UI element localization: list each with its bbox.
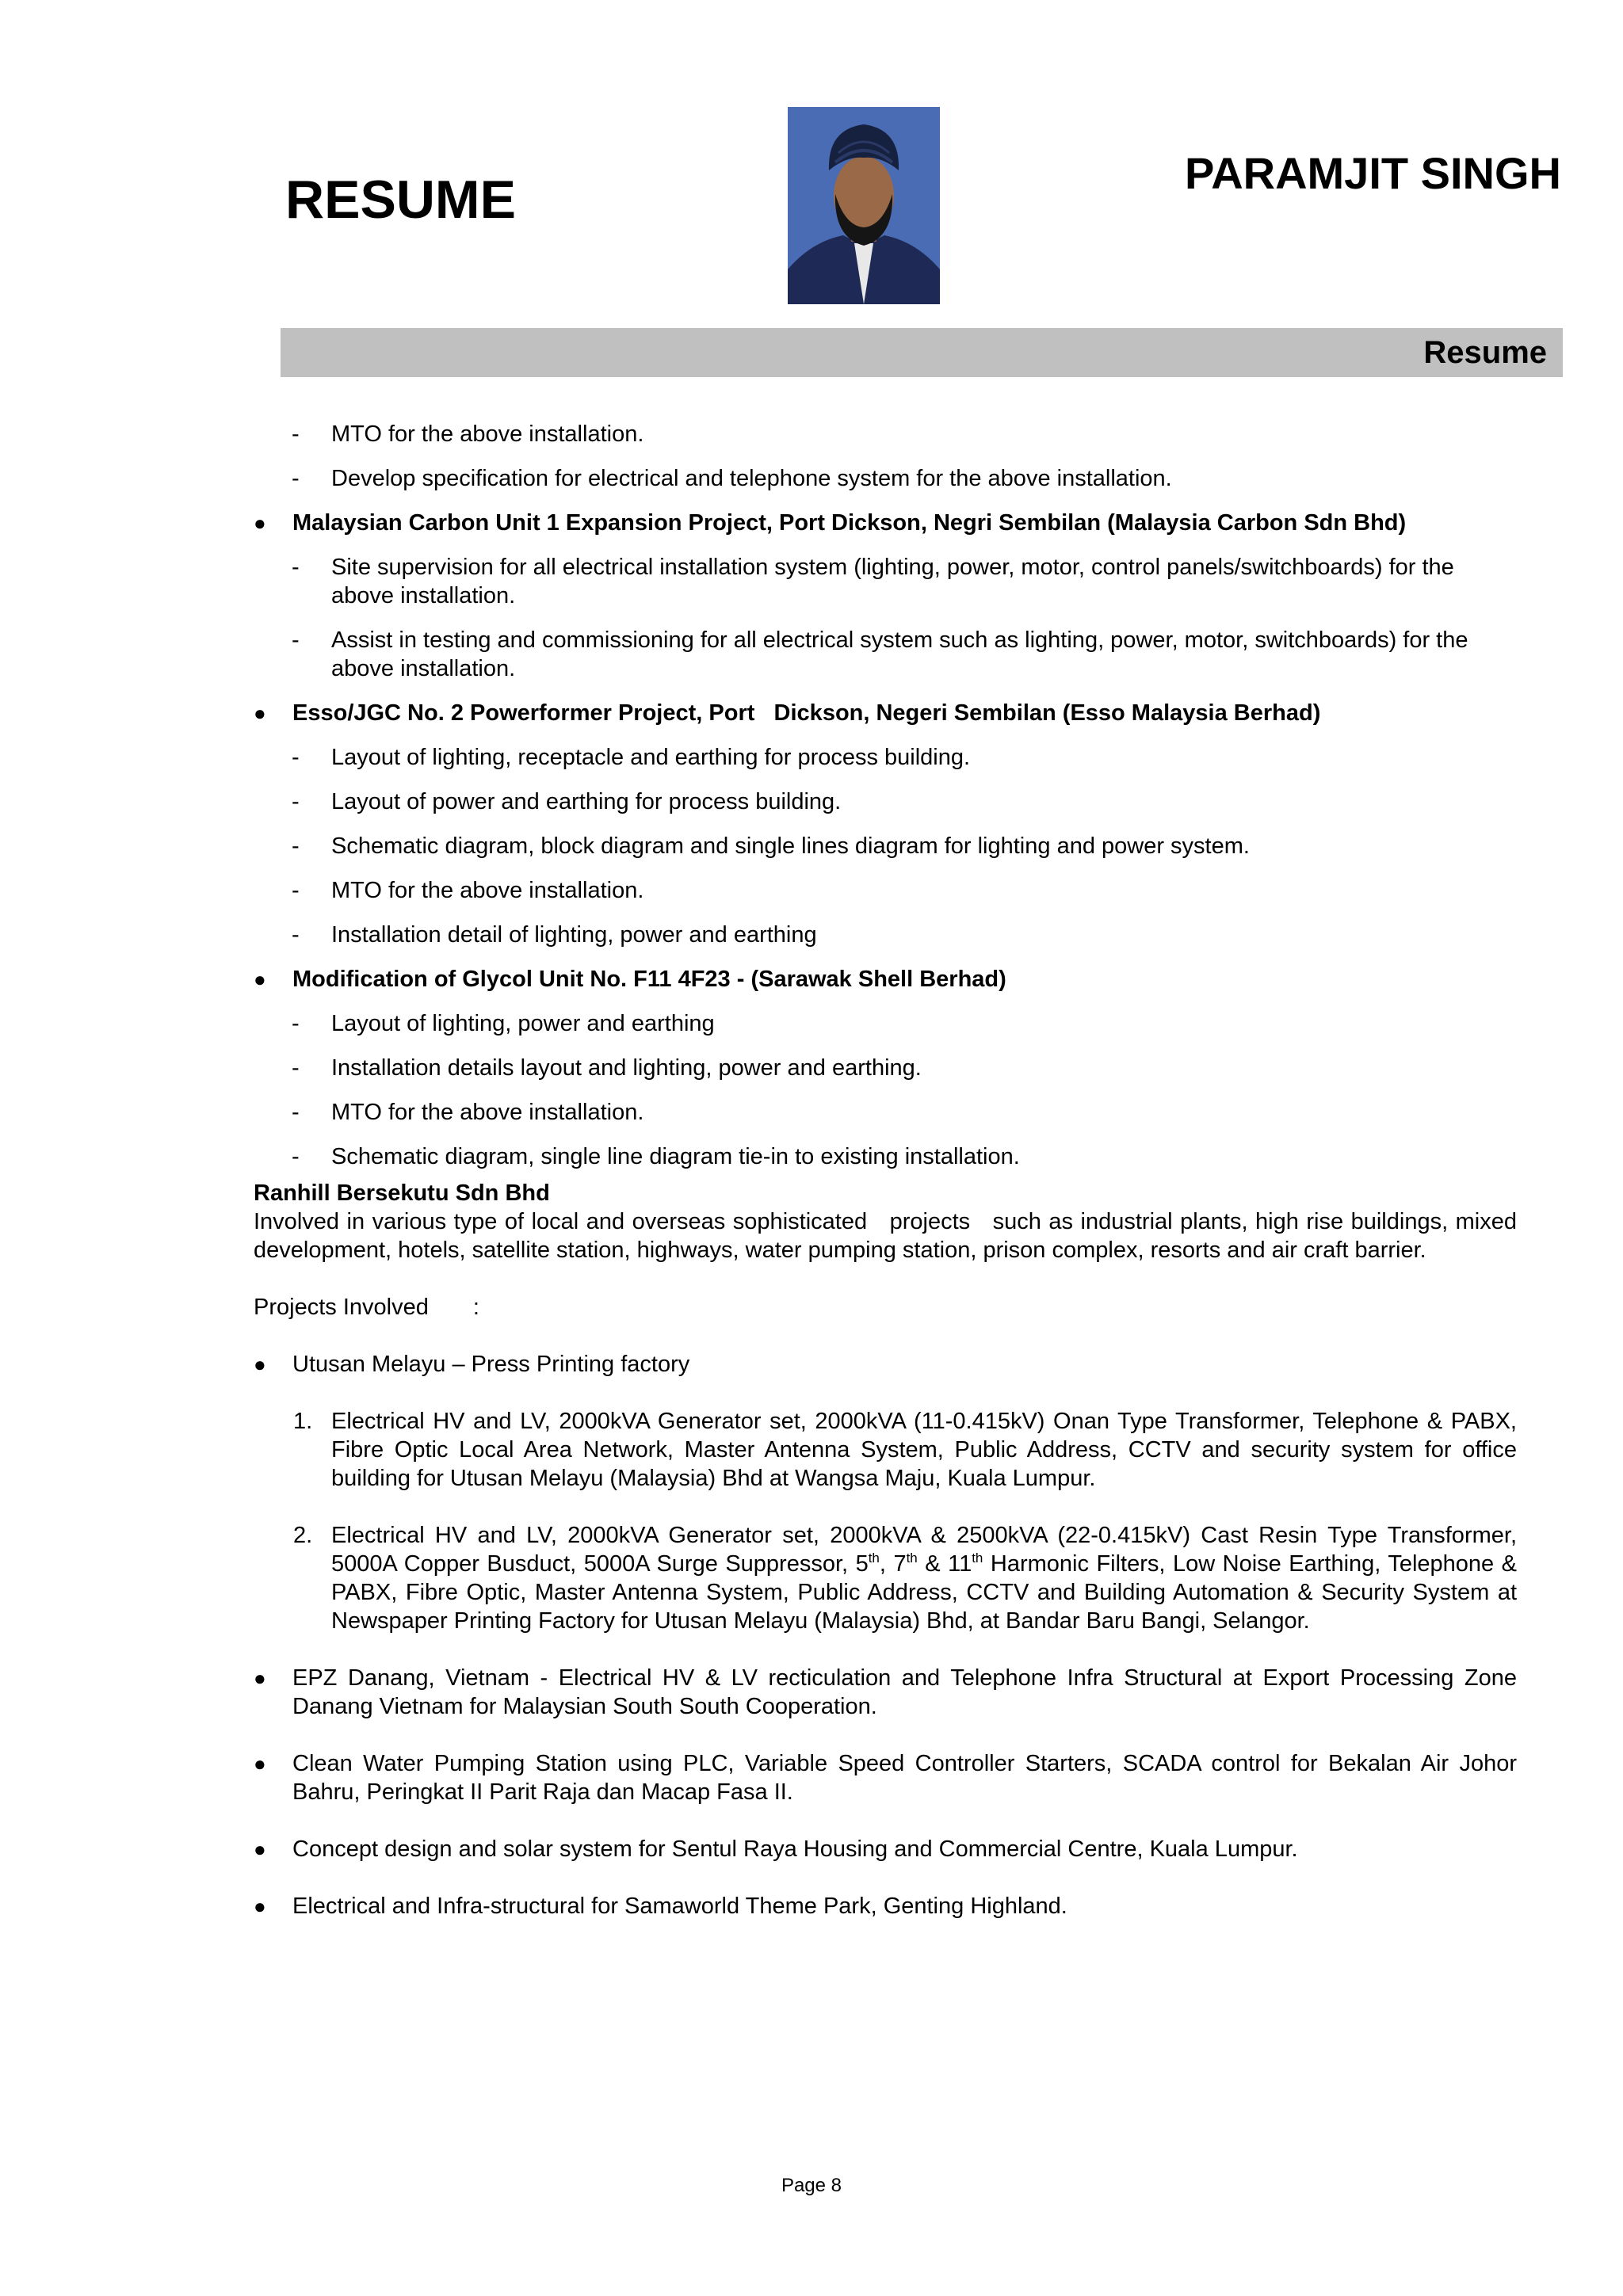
dash-marker: - xyxy=(292,1055,300,1081)
project-text: EPZ Danang, Vietnam - Electrical HV & LV recticulation and Telephone Infra Structural at Export Processing Zone Danang Vietnam for Malaysian South South Cooperation. xyxy=(292,1665,1517,1719)
item-text: Site supervision for all electrical installation system (lighting, power, motor, control panels/switchboards) for the above installation. xyxy=(331,555,1454,608)
dash-marker: - xyxy=(292,627,300,653)
dash-marker: - xyxy=(292,789,300,814)
list-item xyxy=(254,464,1517,493)
item-text-part: & 11 xyxy=(917,1551,972,1577)
item-text: MTO for the above installation. xyxy=(331,1100,644,1125)
resume-content xyxy=(254,420,1524,1949)
dash-marker: - xyxy=(292,1100,300,1125)
number-marker: 1. xyxy=(293,1409,313,1434)
bullet-marker: ● xyxy=(254,1894,266,1918)
number-marker: 2. xyxy=(293,1523,313,1548)
item-text: Installation detail of lighting, power and earthing xyxy=(331,922,817,948)
list-item xyxy=(254,1009,1517,1038)
superscript: th xyxy=(972,1550,983,1566)
list-item xyxy=(254,788,1517,816)
project-heading xyxy=(254,509,1517,537)
dash-marker: - xyxy=(292,421,300,447)
list-item xyxy=(254,743,1517,772)
dash-marker: - xyxy=(292,878,300,903)
company-description: Involved in various type of local and overseas sophisticated projects such as industrial plants, high rise buildings, mixed development, hotels, satellite station, highways, water pumping station, prison complex, resorts and air craft barrier. xyxy=(254,1209,1524,1263)
item-text: MTO for the above installation. xyxy=(331,878,644,903)
profile-photo xyxy=(788,107,940,304)
item-text-part: Electrical HV and LV, 2000kVA Generator set, 2000kVA & 2500kVA (22-0.415kV) Cast Resin Type Transformer, 5000A Copper Busduct, 5000A Surge Suppressor, 5 xyxy=(331,1523,1517,1577)
projects-label-text: Projects Involved xyxy=(254,1295,429,1320)
item-text: Layout of power and earthing for process building. xyxy=(331,789,842,814)
item-text: Develop specification for electrical and telephone system for the above installation. xyxy=(331,466,1172,491)
list-item xyxy=(254,1098,1517,1127)
candidate-name: PARAMJIT SINGH xyxy=(1185,148,1561,198)
item-text: MTO for the above installation. xyxy=(331,421,644,447)
list-item xyxy=(254,1142,1517,1171)
project-item xyxy=(254,1664,1517,1721)
dash-marker: - xyxy=(292,833,300,859)
bullet-marker: ● xyxy=(254,511,266,535)
dash-marker: - xyxy=(292,1144,300,1169)
list-item xyxy=(254,1054,1517,1082)
dash-marker: - xyxy=(292,745,300,770)
item-text: Layout of lighting, receptacle and earthing for process building. xyxy=(331,745,971,770)
bullet-marker: ● xyxy=(254,701,266,725)
item-text: Electrical HV and LV, 2000kVA Generator set, 2000kVA (11-0.415kV) Onan Type Transformer, Telephone & PABX, Fibre Optic Local Area Network, Master Antenna System, Public Address, CCTV and security system for office building for Utusan Melayu (Malaysia) Bhd at Wangsa Maju, Kuala Lumpur. xyxy=(331,1409,1517,1491)
item-text: Assist in testing and commissioning for all electrical system such as lighting, power, motor, switchboards) for the above installation. xyxy=(331,627,1468,681)
dash-marker: - xyxy=(292,1011,300,1036)
list-item xyxy=(254,876,1517,905)
item-text-part: , 7 xyxy=(879,1551,907,1577)
list-item xyxy=(254,626,1517,683)
projects-label-colon: : xyxy=(472,1295,479,1320)
list-item xyxy=(254,832,1517,860)
project-heading xyxy=(254,699,1517,727)
section-banner xyxy=(281,328,1563,377)
dash-marker: - xyxy=(292,922,300,948)
item-text-part: Harmonic Filters, Low Noise Earthing, Telephone & PABX, Fibre Optic, Master Antenna System, Public Address, CCTV and Building Automation & Security System at Newspaper Printing Factory for Utusan Melayu (Malaysia) Bhd, at Bandar Baru Bangi, Selangor. xyxy=(331,1551,1517,1634)
list-item xyxy=(254,921,1517,949)
list-item xyxy=(254,420,1517,448)
dash-marker: - xyxy=(292,466,300,491)
page-number: Page 8 xyxy=(781,2175,842,2196)
project-item xyxy=(254,1892,1517,1920)
projects-involved-label xyxy=(254,1293,1517,1322)
numbered-item xyxy=(254,1407,1517,1493)
project-item xyxy=(254,1749,1517,1806)
bullet-marker: ● xyxy=(254,1837,266,1861)
project-text: Clean Water Pumping Station using PLC, Variable Speed Controller Starters, SCADA control for Bekalan Air Johor Bahru, Peringkat II Parit Raja dan Macap Fasa II. xyxy=(292,1751,1517,1805)
project-heading xyxy=(254,965,1517,994)
bullet-marker: ● xyxy=(254,1352,266,1376)
bullet-marker: ● xyxy=(254,1752,266,1775)
superscript: th xyxy=(906,1550,918,1566)
bullet-marker: ● xyxy=(254,1666,266,1690)
resume-title: RESUME xyxy=(285,170,516,230)
item-text: Schematic diagram, block diagram and single lines diagram for lighting and power system. xyxy=(331,833,1250,859)
project-text: Electrical and Infra-structural for Samaworld Theme Park, Genting Highland. xyxy=(292,1894,1067,1919)
banner-label: Resume xyxy=(1423,335,1547,370)
project-title: Modification of Glycol Unit No. F11 4F23 - (Sarawak Shell Berhad) xyxy=(292,967,1006,992)
project-text: Utusan Melayu – Press Printing factory xyxy=(292,1352,690,1377)
item-text xyxy=(331,1523,1517,1634)
list-item xyxy=(254,553,1517,610)
dash-marker: - xyxy=(292,555,300,580)
superscript: th xyxy=(868,1550,880,1566)
project-item xyxy=(254,1350,1517,1379)
project-text: Concept design and solar system for Sentul Raya Housing and Commercial Centre, Kuala Lumpur. xyxy=(292,1836,1298,1862)
numbered-item xyxy=(254,1521,1517,1635)
item-text: Layout of lighting, power and earthing xyxy=(331,1011,715,1036)
item-text: Installation details layout and lighting, power and earthing. xyxy=(331,1055,922,1081)
company-name: Ranhill Bersekutu Sdn Bhd xyxy=(254,1180,550,1206)
item-text: Schematic diagram, single line diagram tie-in to existing installation. xyxy=(331,1144,1020,1169)
project-item xyxy=(254,1835,1517,1863)
project-title: Esso/JGC No. 2 Powerformer Project, Port Dickson, Negeri Sembilan (Esso Malaysia Berhad) xyxy=(292,700,1321,726)
project-title: Malaysian Carbon Unit 1 Expansion Project, Port Dickson, Negri Sembilan (Malaysia Carbon Sdn Bhd) xyxy=(292,510,1407,536)
bullet-marker: ● xyxy=(254,967,266,991)
